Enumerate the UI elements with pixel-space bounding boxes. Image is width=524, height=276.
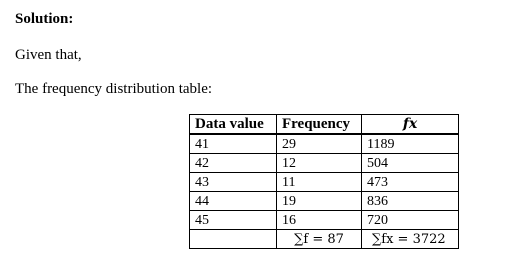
solution-heading: Solution: <box>15 11 74 27</box>
table-row <box>190 173 459 192</box>
table-header-row <box>190 115 459 135</box>
frequency-cell: 12 <box>277 154 362 173</box>
given-text: Given that, <box>15 47 82 63</box>
header-data-value: Data value <box>190 115 277 135</box>
data-value-cell: 42 <box>190 154 277 173</box>
totals-row <box>190 230 459 249</box>
frequency-cell: 16 <box>277 211 362 230</box>
data-value-cell: 44 <box>190 192 277 211</box>
frequency-cell: 11 <box>277 173 362 192</box>
data-value-cell: 41 <box>190 134 277 154</box>
intro-text: The frequency distribution table: <box>15 81 213 97</box>
fx-cell: 473 <box>362 173 459 192</box>
frequency-cell: 29 <box>277 134 362 154</box>
sum-frequency-cell: ∑f = 87 <box>277 230 362 249</box>
table-row <box>190 134 459 154</box>
fx-cell: 1189 <box>362 134 459 154</box>
table-row <box>190 192 459 211</box>
totals-empty-cell <box>190 230 277 249</box>
sum-fx-cell: ∑fx = 3722 <box>362 230 459 249</box>
fx-cell: 720 <box>362 211 459 230</box>
table-row <box>190 154 459 173</box>
fx-cell: 504 <box>362 154 459 173</box>
frequency-cell: 19 <box>277 192 362 211</box>
data-value-cell: 45 <box>190 211 277 230</box>
frequency-table <box>189 114 459 249</box>
header-fx: fx <box>362 115 459 135</box>
table-row <box>190 211 459 230</box>
data-value-cell: 43 <box>190 173 277 192</box>
header-frequency: Frequency <box>277 115 362 135</box>
fx-cell: 836 <box>362 192 459 211</box>
